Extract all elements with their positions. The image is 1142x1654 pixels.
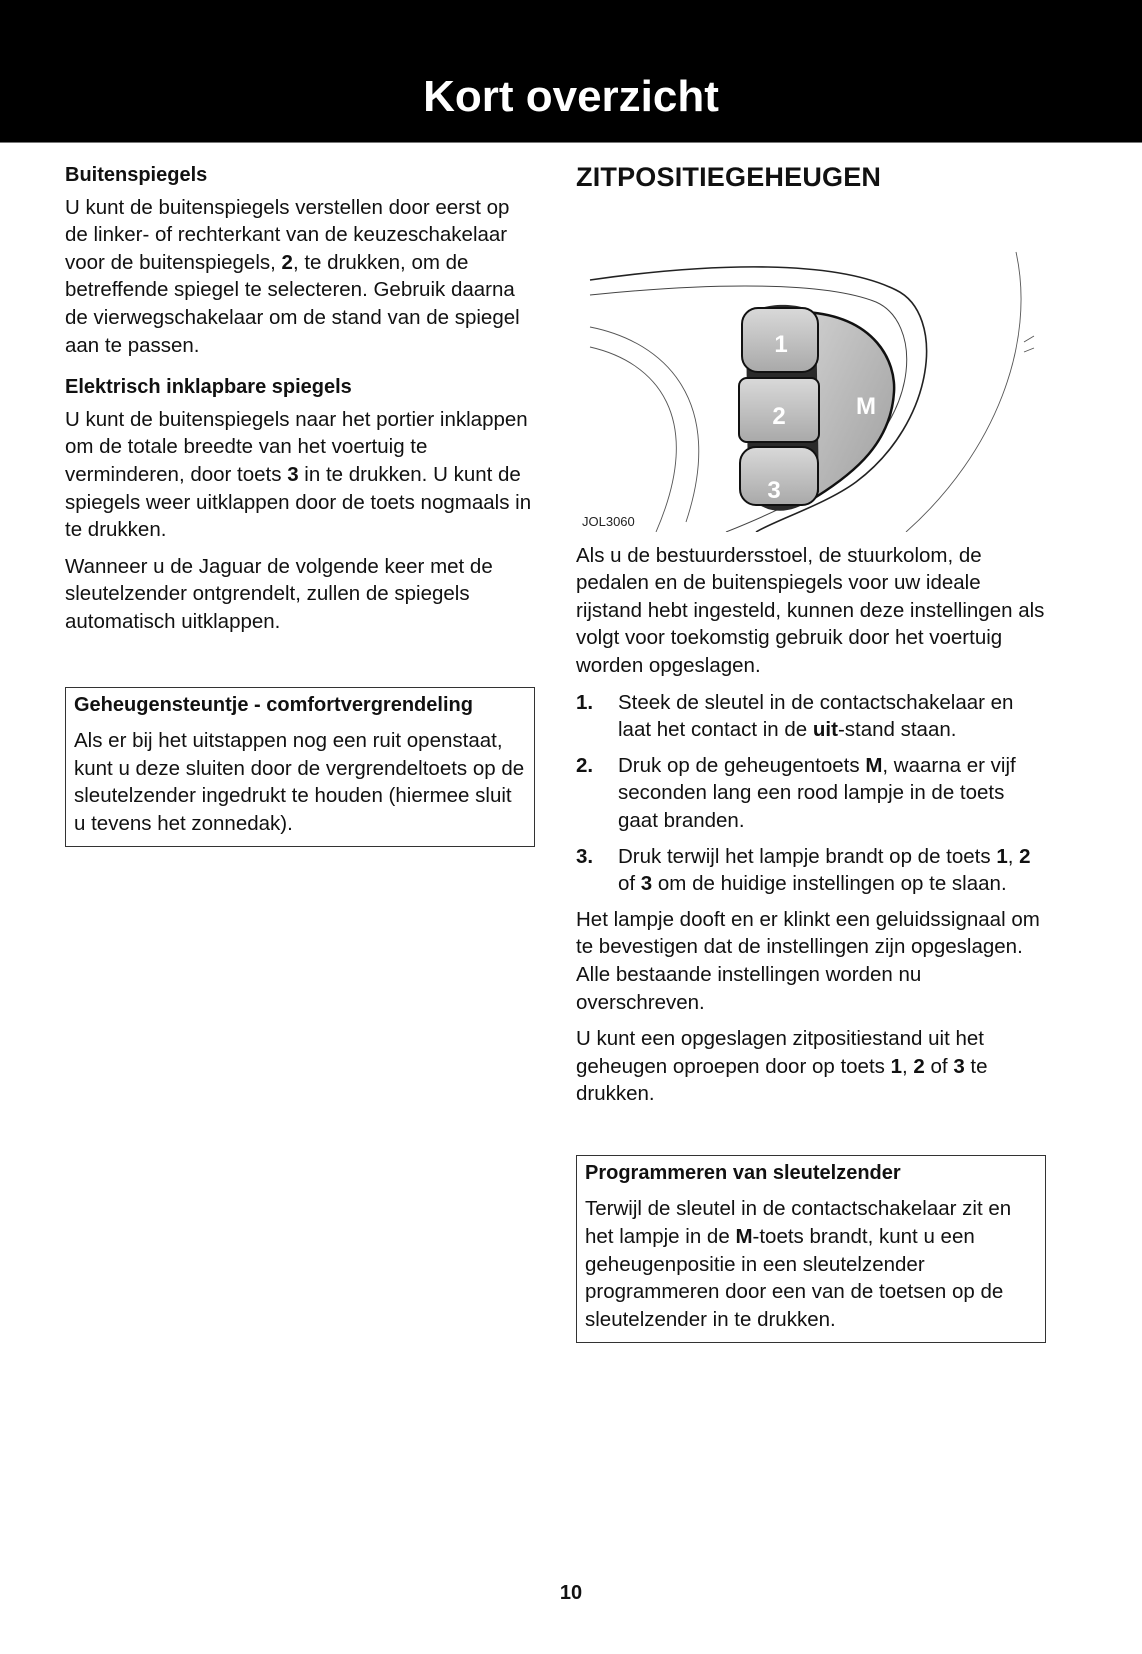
section-heading: Buitenspiegels	[65, 164, 208, 186]
intro-paragraph: Als u de bestuurdersstoel, de stuurkolom, de pedalen en de buitenspiegels voor uw ideale rijstand hebt ingesteld, kunnen deze instellingen als volgt voor toekomstig gebruik door het voertuig worden opgeslagen.	[576, 543, 1045, 677]
paragraph	[576, 1025, 1046, 1108]
illustration-svg	[576, 202, 1046, 532]
note-text	[585, 1195, 1037, 1333]
section-title: ZITPOSITIEGEHEUGEN	[576, 162, 882, 192]
text: te drukken.	[576, 1054, 988, 1106]
text: Druk terwijl het lampje brandt op de toets	[618, 844, 997, 868]
bold-text: 3	[953, 1054, 965, 1078]
memory-buttons-illustration	[576, 202, 1046, 532]
bold-text: 1	[996, 844, 1008, 868]
bold-text: 2	[1019, 844, 1031, 868]
button-label-1: 1	[774, 330, 788, 358]
text: of	[618, 872, 641, 896]
section-inklapbare-spiegels	[65, 374, 535, 635]
step-number: 1.	[576, 690, 594, 714]
step-number: 3.	[576, 844, 594, 868]
trim-line	[590, 327, 699, 522]
step-number: 2.	[576, 753, 594, 777]
header-divider	[0, 142, 1142, 143]
paragraph	[65, 194, 535, 360]
note-text: Als er bij het uitstappen nog een ruit openstaat, kunt u deze sluiten door de vergrendeltoets op de sleutelzender ingedrukt te houden (hiermee sluit u tevens het zonnedak).	[74, 729, 525, 835]
trim-line	[1024, 336, 1034, 352]
bold-text: 2	[913, 1054, 925, 1078]
text: , waarna er vijf seconden lang een rood lampje in de toets gaat branden.	[618, 753, 1016, 832]
text: U kunt een opgeslagen zitpositiestand uit het geheugen oproepen door op toets	[576, 1027, 984, 1078]
trim-line	[906, 252, 1021, 532]
step-item	[576, 843, 1046, 898]
paragraph: Het lampje dooft en er klinkt een geluidssignaal om te bevestigen dat de instellingen zijn opgeslagen. Alle bestaande instellingen worden nu overschreven.	[576, 907, 1040, 1014]
note-box-comfortvergrendeling	[65, 687, 535, 848]
text: -stand staan.	[837, 718, 957, 742]
button-label-2: 2	[772, 402, 786, 430]
trim-line	[590, 347, 676, 532]
button-label-m: M	[856, 392, 876, 420]
section-heading: Elektrisch inklapbare spiegels	[65, 376, 352, 399]
bold-text: 2	[281, 250, 293, 274]
text: U kunt de buitenspiegels verstellen door eerst op de linker- of rechterkant van de keuzeschakelaar voor de buitenspiegels,	[65, 195, 510, 274]
page-title: Kort overzicht	[423, 72, 719, 121]
steps-list	[576, 689, 1046, 898]
bold-text: 3	[287, 462, 299, 486]
left-column	[65, 162, 535, 847]
page-number: 10	[559, 1582, 583, 1604]
text: Steek de sleutel in de contactschakelaar en laat het contact in de	[618, 690, 1014, 742]
figure-caption: JOL3060	[582, 513, 635, 529]
section-buitenspiegels	[65, 162, 535, 359]
button-label-3: 3	[767, 476, 781, 504]
paragraph	[65, 406, 535, 544]
step-item	[576, 689, 1046, 744]
note-box-programmeren	[576, 1155, 1046, 1344]
text: ,	[1007, 844, 1020, 868]
note-title: Programmeren van sleutelzender	[585, 1161, 901, 1184]
bold-text: uit	[812, 718, 838, 742]
bold-text: M	[865, 753, 883, 777]
text: om de huidige instellingen op te slaan.	[652, 872, 1007, 896]
text: , te drukken, om de betreffende spiegel te selecteren. Gebruik daarna de vierwegschakelaar om de stand van de spiegel aan te passen.	[65, 250, 520, 357]
step-item	[576, 752, 1046, 835]
text: in te drukken. U kunt de spiegels weer uitklappen door de toets nogmaals in te drukken.	[65, 462, 532, 542]
paragraph: Wanneer u de Jaguar de volgende keer met de sleutelzender ontgrendelt, zullen de spiegels automatisch uitklappen.	[65, 554, 493, 633]
bold-text: M	[735, 1225, 753, 1249]
text: U kunt de buitenspiegels naar het portier inklappen om de totale breedte van het voertuig te verminderen, door toets	[65, 407, 528, 486]
text: -toets brandt, kunt u een geheugenpositie in een sleutelzender programmeren door een van de toetsen op de sleutelzender in te drukken.	[585, 1225, 1004, 1331]
text: of	[924, 1054, 954, 1078]
bold-text: 1	[890, 1054, 903, 1078]
text: Druk op de geheugentoets	[618, 753, 866, 777]
text: ,	[902, 1054, 914, 1078]
note-title: Geheugensteuntje - comfortvergrendeling	[74, 693, 473, 716]
right-column	[576, 162, 1046, 1343]
page-header	[0, 0, 1142, 142]
text: Terwijl de sleutel in de contactschakelaar zit en het lampje in de	[585, 1197, 1012, 1249]
bold-text: 3	[640, 872, 653, 896]
